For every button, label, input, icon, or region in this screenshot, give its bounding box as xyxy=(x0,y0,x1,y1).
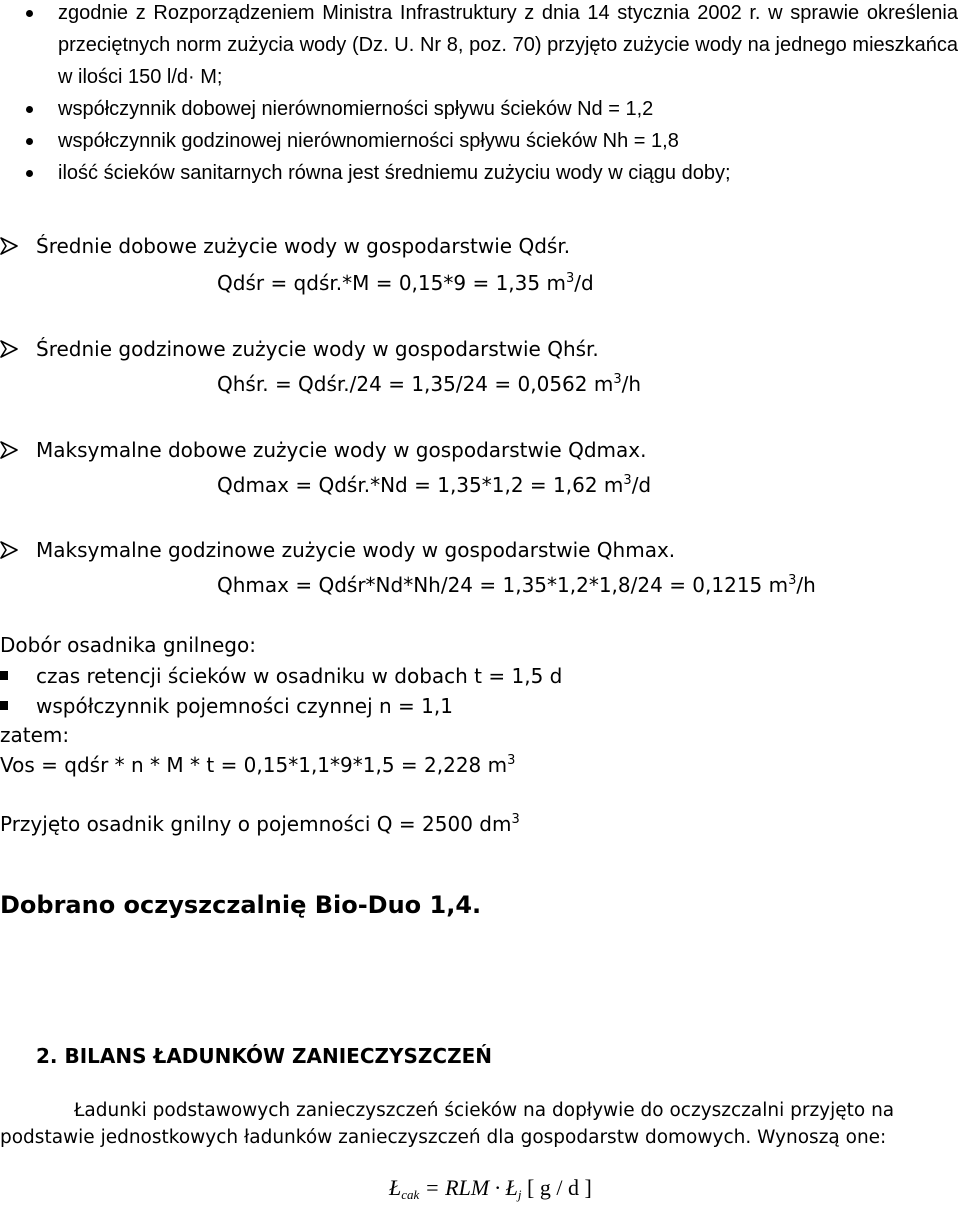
zatem-text: zatem: xyxy=(0,723,70,747)
calc-formula: Qdmax = Qdśr.*Nd = 1,35*1,2 = 1,62 $m^3/d$ xyxy=(217,473,652,497)
bullet-icon xyxy=(26,138,33,145)
list-item-text: ilość ścieków sanitarnych równa jest średniemu zużyciu wody w ciągu doby; xyxy=(58,162,731,184)
arrow-bullet-icon xyxy=(0,541,18,559)
bullet-icon xyxy=(26,106,33,113)
list-item xyxy=(0,0,958,93)
list-item-text: czas retencji ścieków w osadniku w dobach t = 1,5 d xyxy=(36,664,563,688)
paragraph-line: Ładunki podstawowych zanieczyszczeń ścieków na dopływie do oczyszczalni przyjęto na xyxy=(74,1100,895,1121)
arrow-bullet-icon xyxy=(0,340,18,358)
paragraph-line: podstawie jednostkowych ładunków zanieczyszczeń dla gospodarstw domowych. Wynoszą one: xyxy=(0,1127,887,1148)
list-item-text: współczynnik pojemności czynnej n = 1,1 xyxy=(36,694,453,718)
calc-formula: Qdśr = qdśr.*M = 0,15*9 = 1,35 $m^3/d$ xyxy=(217,271,594,295)
arrow-bullet-icon xyxy=(0,441,18,459)
assumptions-list xyxy=(0,0,960,189)
osadnik-result: Przyjęto osadnik gnilny o pojemności Q = 2500 $dm^3$ xyxy=(0,812,520,836)
list-item-text: współczynnik dobowej nierównomierności spływu ścieków Nd = 1,2 xyxy=(58,98,654,120)
calc-formula: Qhśr. = Qdśr./24 = 1,35/24 = 0,0562 $m^3/h$ xyxy=(217,372,642,396)
osadnik-heading: Dobór osadnika gnilnego: xyxy=(0,633,256,657)
calc-label: Średnie dobowe zużycie wody w gospodarstwie Qdśr. xyxy=(36,234,571,258)
arrow-bullet-icon xyxy=(0,237,18,255)
list-item-text: zgodnie z Rozporządzeniem Ministra Infrastruktury z dnia 14 stycznia 2002 r. w sprawie określenia przeciętnych norm zużycia wody (Dz. U. Nr 8, poz. 70) przyjęto zużycie wody na jednego mieszkańca w ilości 150 l/d· M; xyxy=(58,2,958,88)
square-bullet-icon xyxy=(0,701,8,710)
dobrano-heading: Dobrano oczyszczalnię Bio-Duo 1,4. xyxy=(0,891,482,919)
calc-label: Maksymalne godzinowe zużycie wody w gospodarstwie Qhmax. xyxy=(36,538,676,562)
section-title: 2. BILANS ŁADUNKÓW ZANIECZYSZCZEŃ xyxy=(36,1044,492,1068)
calc-label: Maksymalne dobowe zużycie wody w gospodarstwie Qdmax. xyxy=(36,438,647,462)
calc-label: Średnie godzinowe zużycie wody w gospodarstwie Qhśr. xyxy=(36,337,599,361)
bullet-icon xyxy=(26,10,33,17)
calc-formula: Qhmax = Qdśr*Nd*Nh/24 = 1,35*1,2*1,8/24 = 0,1215 $m^3/h$ xyxy=(217,573,816,597)
bullet-icon xyxy=(26,170,33,177)
list-item xyxy=(0,125,958,157)
list-item xyxy=(0,93,958,125)
vos-formula: Vos = qdśr * n * M * t = 0,15*1,1*9*1,5 = 2,228 $m^3$ xyxy=(0,753,516,777)
load-equation: $Ł_{cak}$ = RLM · $Ł_j$ [ g / d ] xyxy=(389,1175,592,1202)
square-bullet-icon xyxy=(0,671,8,680)
list-item xyxy=(0,157,958,189)
list-item-text: współczynnik godzinowej nierównomierności spływu ścieków Nh = 1,8 xyxy=(58,130,679,152)
section-paragraph xyxy=(0,1097,957,1151)
